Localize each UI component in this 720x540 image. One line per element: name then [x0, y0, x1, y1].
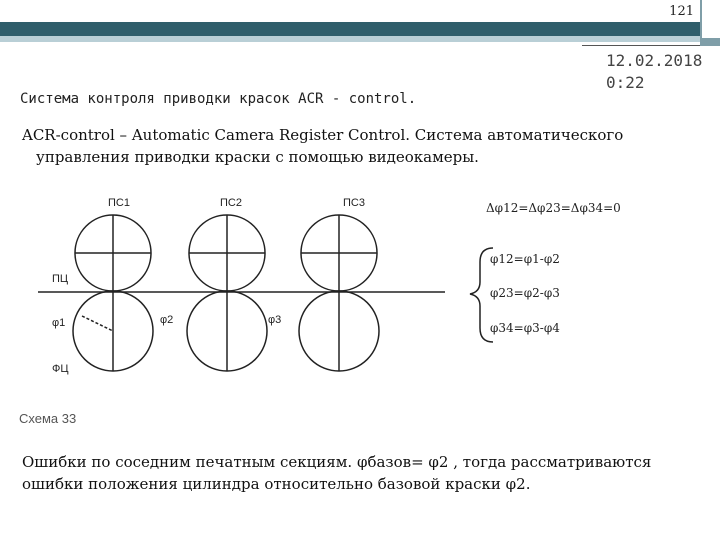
equation-3: φ34=φ3-φ4 [490, 321, 560, 335]
plate-label-2: ПС2 [220, 197, 242, 209]
conclusion-paragraph [22, 451, 702, 495]
intro-line-1: ACR-control – Automatic Camera Register Control. Система автоматического [22, 126, 624, 144]
phase-label-2: φ2 [160, 314, 174, 326]
equation-main: Δφ12=Δφ23=Δφ34=0 [486, 201, 621, 215]
equation-2: φ23=φ2-φ3 [490, 286, 560, 300]
slide-title: Система контроля приводки красок ACR - control. [20, 91, 417, 107]
time: 0:22 [606, 73, 645, 92]
intro-paragraph [22, 124, 702, 168]
phase-label-1: φ1 [52, 317, 66, 329]
conclusion-line-1: Ошибки по соседним печатным секциям. φбазов= φ2 , тогда рассматриваются [22, 453, 652, 471]
plate-label-1: ПС1 [108, 197, 130, 209]
header-bar-accent [0, 36, 700, 42]
date-time [606, 50, 716, 94]
header-divider-tail [702, 38, 720, 46]
cylinder-label-fc: ФЦ [52, 363, 69, 375]
page-number: 121 [669, 4, 694, 19]
plate-label-3: ПС3 [343, 197, 365, 209]
equation-1: φ12=φ1-φ2 [490, 252, 560, 266]
diagram-caption: Схема 33 [19, 411, 77, 426]
header-bar [0, 22, 700, 36]
cylinder-diagram [0, 190, 720, 410]
cylinder-label-pc: ПЦ [52, 273, 69, 285]
intro-line-2: управления приводки краски с помощью видеокамеры. [36, 148, 479, 166]
date-underline [582, 45, 700, 46]
date: 12.02.2018 [606, 51, 703, 70]
conclusion-line-2: ошибки положения цилиндра относительно базовой краски φ2. [22, 475, 531, 493]
phase-label-3: φ3 [268, 314, 282, 326]
